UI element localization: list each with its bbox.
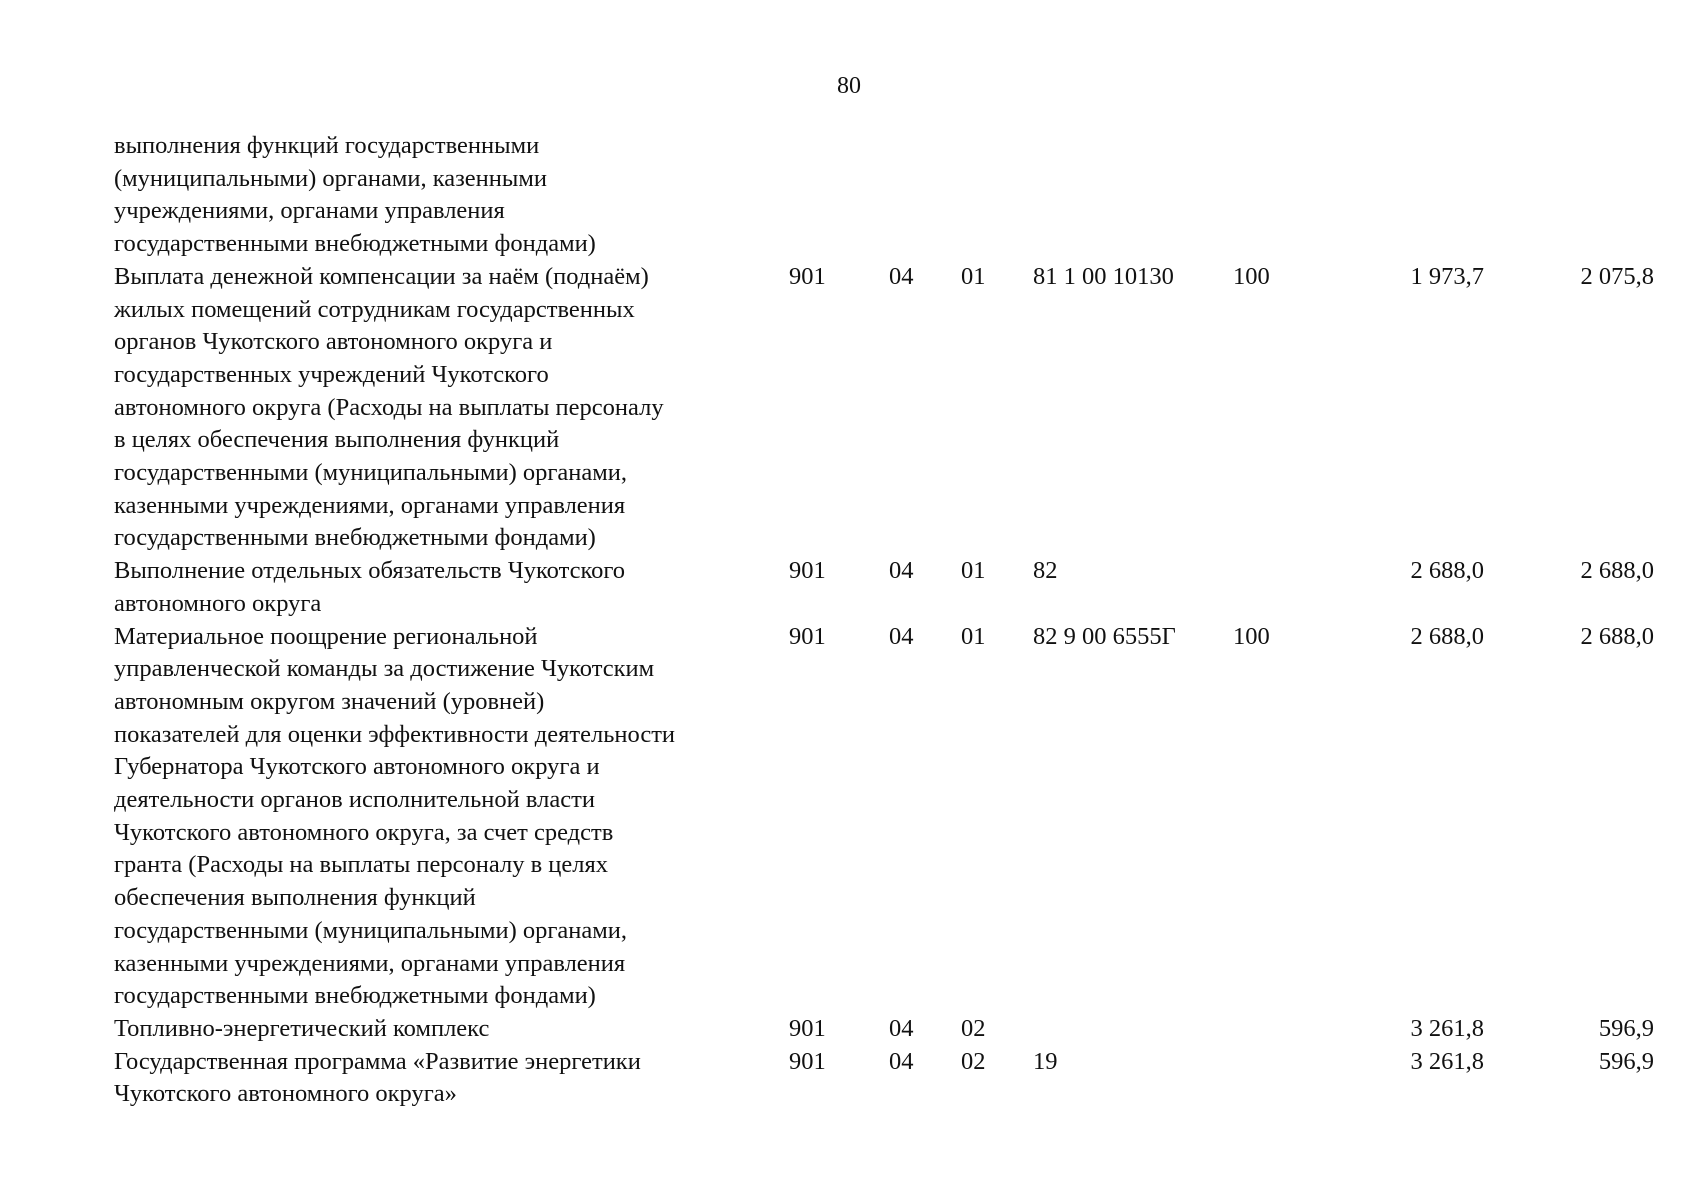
row-gr: 901 [789, 1014, 826, 1042]
row-gr: 901 [789, 1047, 826, 1075]
row-name-line: государственными (муниципальными) органами, [114, 459, 628, 487]
row-rz: 04 [889, 262, 914, 290]
row-name-line: (муниципальными) органами, казенными [114, 164, 547, 192]
row-name-line: автономного округа (Расходы на выплаты персоналу [114, 393, 664, 421]
row-name-line: государственными внебюджетными фондами) [114, 230, 596, 258]
row-name-line: выполнения функций государственными [114, 132, 540, 159]
row-name-line: органов Чукотского автономного округа и [114, 328, 553, 356]
row-sum-2: 596,9 [1598, 1047, 1654, 1075]
row-gr: 901 [789, 262, 826, 290]
row-name-line: государственными (муниципальными) органами, [114, 916, 628, 944]
row-pr: 02 [961, 1014, 986, 1042]
row-name-line: обеспечения выполнения функций [114, 884, 476, 912]
row-name-line: управленческой команды за достижение Чукотским [114, 655, 655, 683]
row-name-line: автономного округа [114, 589, 322, 617]
row-name-line: государственных учреждений Чукотского [114, 360, 549, 388]
row-pr: 02 [961, 1047, 986, 1075]
row-name-line: Топливно-энергетический комплекс [114, 1014, 490, 1042]
row-gr: 901 [789, 557, 826, 585]
row-name [114, 555, 789, 620]
row-name-line: жилых помещений сотрудникам государственных [114, 295, 635, 323]
row-sum-2: 2 688,0 [1580, 557, 1654, 585]
row-name-line: учреждениями, органами управления [114, 197, 505, 225]
row-rz: 04 [889, 557, 914, 585]
row-sum-1: 2 688,0 [1410, 557, 1484, 585]
row-cs: 19 [1033, 1047, 1058, 1075]
row-pr: 01 [961, 622, 986, 650]
row-name [114, 621, 789, 1013]
row-name-line: показателей для оценки эффективности деятельности [114, 720, 676, 748]
row-name [114, 1046, 789, 1111]
row-name-line: деятельности органов исполнительной власти [114, 786, 595, 814]
row-name-line: Материальное поощрение региональной [114, 622, 538, 650]
budget-table [0, 130, 1698, 1111]
row-name-line: казенными учреждениями, органами управления [114, 491, 626, 519]
row-name [114, 261, 789, 555]
row-name-line: Государственная программа «Развитие энергетики [114, 1047, 641, 1075]
row-rz: 04 [889, 622, 914, 650]
row-name-line: в целях обеспечения выполнения функций [114, 426, 560, 454]
table-row [0, 130, 1698, 261]
row-name-line: Чукотского автономного округа» [114, 1080, 457, 1108]
row-name-line: гранта (Расходы на выплаты персоналу в целях [114, 851, 609, 879]
table-row [0, 621, 1698, 1013]
table-row [0, 261, 1698, 555]
table-row [0, 1046, 1698, 1111]
page-number: 80 [837, 73, 861, 99]
row-name-line: Выплата денежной компенсации за наём (поднаём) [114, 262, 649, 290]
row-name [114, 1013, 789, 1046]
row-sum-1: 3 261,8 [1410, 1014, 1484, 1042]
row-cs: 82 [1033, 557, 1058, 585]
table-row [0, 1013, 1698, 1046]
row-sum-2: 596,9 [1598, 1014, 1654, 1042]
row-name-line: Губернатора Чукотского автономного округа и [114, 753, 600, 781]
row-rz: 04 [889, 1047, 914, 1075]
row-name-line: казенными учреждениями, органами управления [114, 949, 626, 977]
row-rz: 04 [889, 1014, 914, 1042]
row-cs: 81 1 00 10130 [1033, 262, 1174, 290]
row-cs: 82 9 00 6555Г [1033, 622, 1176, 650]
row-name [114, 130, 789, 261]
row-vr: 100 [1233, 622, 1270, 650]
row-sum-2: 2 688,0 [1580, 622, 1654, 650]
row-sum-2: 2 075,8 [1580, 262, 1654, 290]
row-vr: 100 [1233, 262, 1270, 290]
row-pr: 01 [961, 557, 986, 585]
row-name-line: государственными внебюджетными фондами) [114, 524, 596, 552]
row-name-line: автономным округом значений (уровней) [114, 687, 545, 715]
row-pr: 01 [961, 262, 986, 290]
row-name-line: Выполнение отдельных обязательств Чукотского [114, 557, 626, 585]
row-sum-1: 1 973,7 [1410, 262, 1484, 290]
row-sum-1: 3 261,8 [1410, 1047, 1484, 1075]
row-gr: 901 [789, 622, 826, 650]
row-name-line: государственными внебюджетными фондами) [114, 982, 596, 1010]
table-row [0, 555, 1698, 620]
row-name-line: Чукотского автономного округа, за счет средств [114, 818, 614, 846]
row-sum-1: 2 688,0 [1410, 622, 1484, 650]
